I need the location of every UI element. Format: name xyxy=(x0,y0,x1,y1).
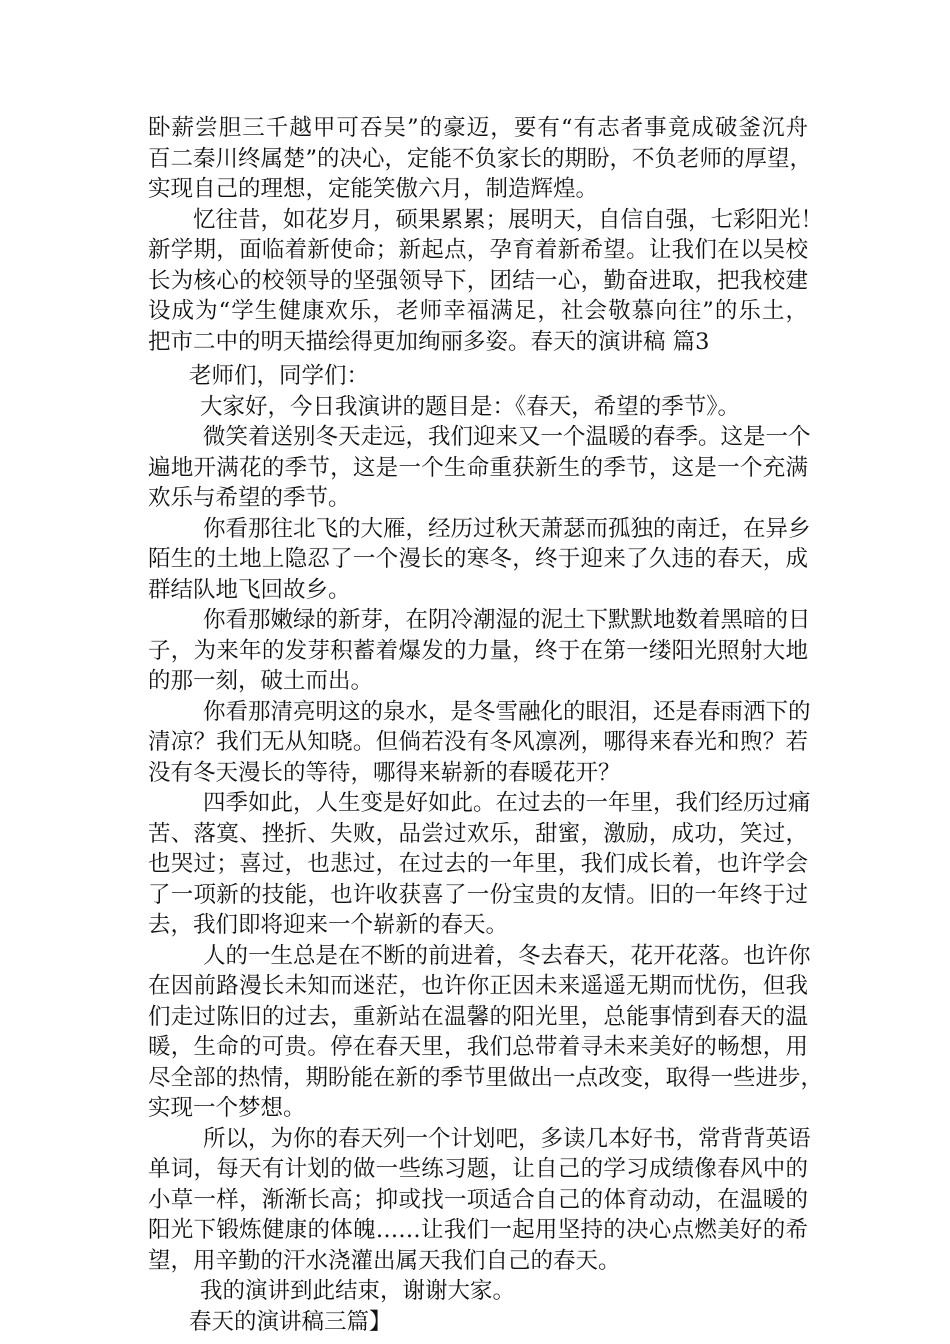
text-line: 苦、落寞、挫折、失败，品尝过欢乐，甜蜜，激励，成功，笑过， xyxy=(148,820,808,847)
text-line: 卧薪尝胆三千越甲可吞吴”的豪迈，要有“有志者事竟成破釜沉舟 xyxy=(148,115,808,141)
text-line: 你看那嫩绿的新芽，在阴冷潮湿的泥土下默默地数着黑暗的日 xyxy=(203,607,811,633)
text-line: 也哭过；喜过，也悲过，在过去的一年里，我们成长着，也许学会 xyxy=(148,851,808,877)
text-line: 阳光下锻炼健康的体魄……让我们一起用坚持的决心点燃美好的希 xyxy=(148,1217,808,1243)
text-line: 小草一样，渐渐长高；抑或找一项适合自己的体育动动，在温暖的 xyxy=(148,1186,808,1213)
text-line: 四季如此，人生变是好如此。在过去的一年里，我们经历过痛 xyxy=(203,790,811,816)
text-line: 新学期，面临着新使命；新起点，孕育着新希望。让我们在以吴校 xyxy=(148,237,808,263)
text-line: 遍地开满花的季节，这是一个生命重获新生的季节，这是一个充满 xyxy=(148,454,808,481)
text-line: 实现自己的理想，定能笑傲六月，制造辉煌。 xyxy=(148,176,599,202)
text-line: 去，我们即将迎来一个崭新的春天。 xyxy=(148,912,509,938)
trailing-title: 春天的演讲稿三篇】 xyxy=(189,1308,392,1335)
text-line: 人的一生总是在不断的前进着，冬去春天，花开花落。也许你 xyxy=(203,942,811,969)
text-line: 群结队地飞回故乡。 xyxy=(148,576,351,603)
text-line: 你看那往北飞的大雁，经历过秋天萧瑟而孤独的南迁，在异乡 xyxy=(203,515,811,542)
text-line: 单词，每天有计划的做一些练习题，让自己的学习成绩像春风中的 xyxy=(148,1156,808,1182)
text-line: 望，用辛勤的汗水浇灌出属天我们自己的春天。 xyxy=(148,1247,621,1274)
text-line: 把市二中的明天描绘得更加绚丽多姿。春天的演讲稿 篇3 xyxy=(148,328,710,355)
text-line: 暖，生命的可贵。停在春天里，我们总带着寻未来美好的畅想，用 xyxy=(148,1034,808,1060)
text-line: 你看那清亮明这的泉水，是冬雪融化的眼泪，还是春雨洒下的 xyxy=(203,698,811,725)
text-line: 没有冬天漫长的等待，哪得来崭新的春暖花开？ xyxy=(148,759,621,786)
text-line: 长为核心的校领导的坚强领导下，团结一心，勤奋进取，把我校建 xyxy=(148,267,808,294)
text-line: 大家好，今日我演讲的题目是：《春天，希望的季节》。 xyxy=(200,393,741,420)
text-line: 在因前路漫长未知而迷茫，也许你正因未来遥遥无期而忧伤，但我 xyxy=(148,973,808,999)
text-section-main xyxy=(148,361,824,1337)
text-line: 微笑着送别冬天走远，我们迎来又一个温暖的春季。这是一个 xyxy=(203,424,811,450)
text-line: 陌生的土地上隐忍了一个漫长的寒冬，终于迎来了久违的春天，成 xyxy=(148,546,808,572)
text-line: 所以，为你的春天列一个计划吧，多读几本好书，常背背英语 xyxy=(203,1125,811,1152)
text-line: 欢乐与希望的季节。 xyxy=(148,485,351,511)
text-line: 实现一个梦想。 xyxy=(148,1095,306,1121)
text-line: 尽全部的热情，期盼能在新的季节里做出一点改变，取得一些进步， xyxy=(148,1064,824,1091)
text-line: 设成为“学生健康欢乐，老师幸福满足，社会敬慕向往”的乐土， xyxy=(148,298,808,324)
text-line: 的那一刻，破土而出。 xyxy=(148,668,374,694)
text-line: 忆往昔，如花岁月，硕果累累；展明天，自信自强，七彩阳光！ xyxy=(193,206,824,233)
text-line: 清凉？我们无从知晓。但倘若没有冬风凛冽，哪得来春光和煦？若 xyxy=(148,729,808,755)
text-line: 们走过陈旧的过去，重新站在温馨的阳光里，总能事情到春天的温 xyxy=(148,1003,808,1030)
closing-line: 我的演讲到此结束，谢谢大家。 xyxy=(200,1278,516,1304)
text-line: 百二秦川终属楚”的决心，定能不负家长的期盼，不负老师的厚望， xyxy=(148,145,813,172)
text-section-top xyxy=(148,113,824,357)
salutation: 老师们，同学们： xyxy=(189,363,370,389)
text-line: 子，为来年的发芽积蓄着爆发的力量，终于在第一缕阳光照射大地 xyxy=(148,637,808,664)
text-line: 了一项新的技能，也许收获喜了一份宝贵的友情。旧的一年终于过 xyxy=(148,881,808,908)
